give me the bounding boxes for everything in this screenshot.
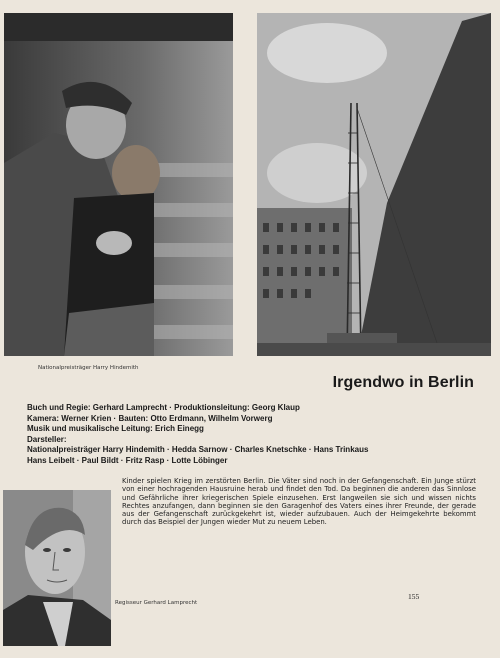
credits-line: Kamera: Werner Krien · Bauten: Otto Erdmann, Wilhelm Vorwerg bbox=[27, 413, 273, 423]
photo-caption-left: Nationalpreisträger Harry Hindemith bbox=[38, 365, 139, 371]
credits-line: Hans Leibelt · Paul Bildt · Fritz Rasp · Lotte Löbinger bbox=[27, 455, 228, 465]
film-still-embrace-photo bbox=[4, 13, 233, 356]
credits-line: Buch und Regie: Gerhard Lamprecht · Produktionsleitung: Georg Klaup bbox=[27, 403, 300, 412]
film-still-ruin-photo bbox=[257, 13, 491, 356]
film-title: Irgendwo in Berlin bbox=[332, 374, 474, 391]
page-number: 155 bbox=[408, 592, 420, 601]
credits-line: Nationalpreisträger Harry Hindemith · Hedda Sarnow · Charles Knetschke · Hans Trinkaus bbox=[27, 445, 369, 454]
photo-caption-portrait: Regisseur Gerhard Lamprecht bbox=[115, 600, 198, 606]
credits-line: Darsteller: bbox=[27, 434, 67, 444]
credits-line: Musik und musikalische Leitung: Erich Einegg bbox=[27, 424, 204, 433]
director-portrait-photo bbox=[3, 490, 111, 646]
film-credits bbox=[27, 403, 477, 466]
film-synopsis: Kinder spielen Krieg im zerstörten Berlin. Die Väter sind noch in der Gefangenschaft. Ein Junge stürzt von einer hochragenden Hausruine herab und findet den Tod. Da beginnen die anderen das Sinnlose und Gefährliche ihrer kriegerischen Spiele einzusehen. Erst langweilen sie sich und wissen nichts Rechtes anzufangen, dann beginnen sie den Garagenhof des Vaters eines ihrer Freunde, der gerade aus der Gefangenschaft zurückgekehrt ist, wieder aufzubauen. Auch der Heimgekehrte bekommt durch das Beispiel der Jungen wieder Mut zu neuem Leben. bbox=[122, 477, 476, 527]
